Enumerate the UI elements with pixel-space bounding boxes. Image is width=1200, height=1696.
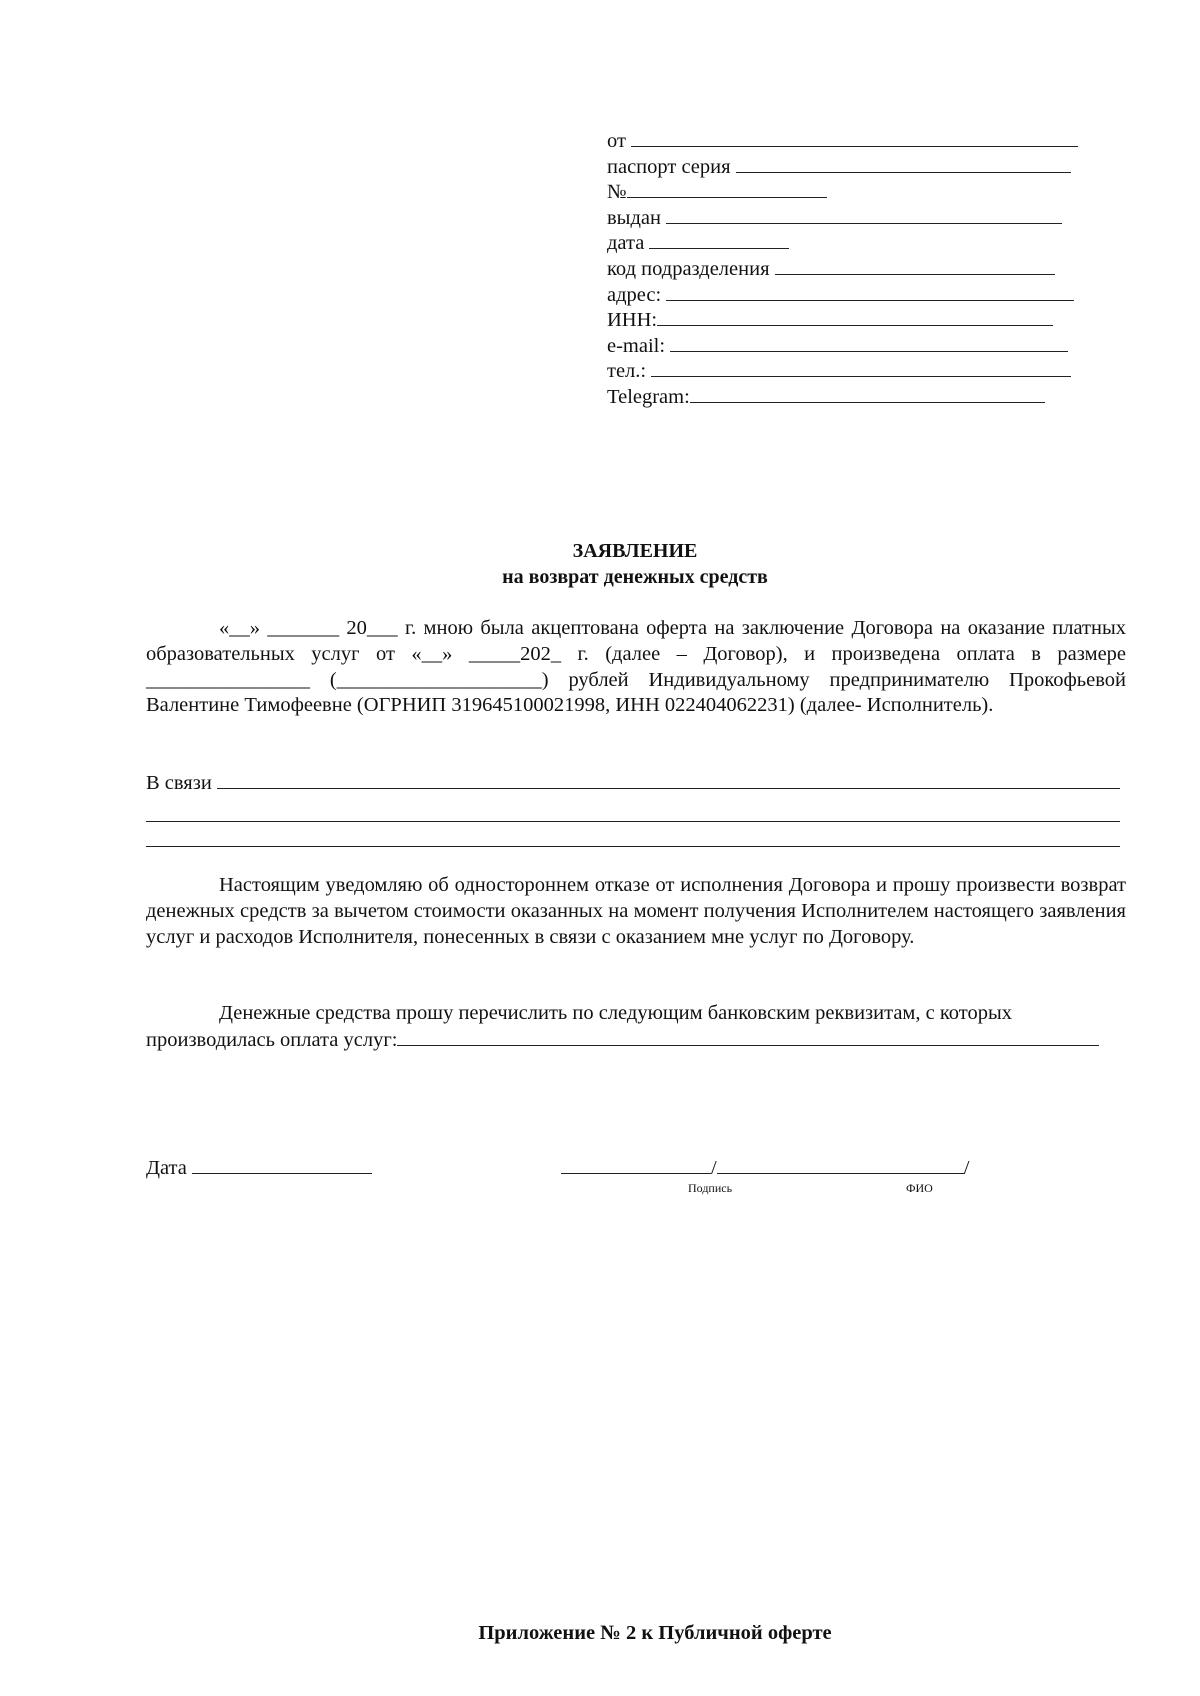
date-field xyxy=(146,1155,372,1180)
amount-words-blank[interactable]: (____________________) xyxy=(329,668,549,691)
reason-section xyxy=(146,770,1126,847)
amount-blank[interactable]: ________________ xyxy=(146,668,310,691)
document-title xyxy=(0,538,1200,590)
paragraph-text: г. мною была акцептована оферта на заключение Договора на оказание платных образовательных услуг от xyxy=(146,617,1126,665)
blank-line[interactable] xyxy=(666,205,1062,224)
blank-line[interactable] xyxy=(631,128,1078,147)
field-passport-series xyxy=(607,154,1127,180)
separator: / xyxy=(963,1157,970,1179)
blank-line[interactable] xyxy=(649,230,789,249)
field-label: тел.: xyxy=(607,360,647,383)
date-month-blank[interactable]: _______ xyxy=(267,617,340,639)
signature-blank[interactable] xyxy=(561,1155,711,1174)
reason-label: В связи xyxy=(146,772,212,794)
refusal-paragraph: Настоящим уведомляю об одностороннем отказе от исполнения Договора и прошу произвести возврат денежных средств за вычетом стоимости оказанных на момент получения Исполнителем настоящего заявления услуг и расходов Исполнителя, понесенных в связи с оказанием мне услуг по Договору. xyxy=(146,874,1126,948)
field-phone xyxy=(607,358,1127,384)
field-label: паспорт серия xyxy=(607,155,731,178)
field-label: Telegram: xyxy=(607,385,690,408)
date-label: Дата xyxy=(146,1157,187,1179)
blank-line[interactable] xyxy=(666,282,1074,301)
paragraph-text: рублей Индивидуальному предпринимателю Прокофьевой Валентине Тимофеевне (ОГРНИП 319645100021998, ИНН 022404062231) (далее- Исполнитель). xyxy=(146,668,1127,717)
reason-blank-line[interactable] xyxy=(146,822,1120,848)
field-from xyxy=(607,128,1127,154)
field-inn xyxy=(607,307,1127,333)
blank-line[interactable] xyxy=(657,307,1053,326)
field-label: ИНН: xyxy=(607,309,658,332)
field-department-code xyxy=(607,256,1127,282)
field-label: от xyxy=(607,130,626,152)
field-label: дата xyxy=(607,232,645,255)
field-address xyxy=(607,282,1127,308)
blank-line[interactable] xyxy=(627,179,827,198)
contract-day-blank[interactable]: «__» xyxy=(411,642,453,665)
date-day-blank[interactable]: «__» xyxy=(219,617,260,639)
bank-details-blank[interactable] xyxy=(397,1027,1099,1046)
field-label: e-mail: xyxy=(607,334,666,357)
paragraph-text: г. (далее – Договор), и произведена оплата в размере xyxy=(577,642,1127,665)
blank-line[interactable] xyxy=(651,358,1071,377)
name-caption: ФИО xyxy=(906,1181,933,1195)
field-label: адрес: xyxy=(607,283,662,306)
signature-caption: Подпись xyxy=(688,1181,733,1195)
blank-line[interactable] xyxy=(670,333,1068,352)
bank-details-paragraph xyxy=(146,1001,1126,1054)
paragraph-text: Денежные средства прошу перечислить по следующим банковским реквизитам, с которых производилась оплата услуг: xyxy=(146,1002,1012,1051)
field-issued-by xyxy=(607,205,1127,231)
field-telegram xyxy=(607,384,1127,410)
field-passport-number xyxy=(607,179,1127,205)
applicant-header xyxy=(607,128,1127,410)
blank-line[interactable] xyxy=(690,384,1045,403)
title-main: ЗАЯВЛЕНИЕ xyxy=(572,540,698,562)
reason-blank-line[interactable] xyxy=(217,770,1120,789)
field-label: код подразделения xyxy=(607,257,770,280)
signature-field xyxy=(561,1155,969,1180)
field-label: выдан xyxy=(607,206,661,229)
date-year-blank[interactable]: 20___ xyxy=(346,617,398,639)
field-label: № xyxy=(607,181,627,204)
appendix-footer: Приложение № 2 к Публичной оферте xyxy=(478,1622,832,1644)
field-email xyxy=(607,333,1127,359)
date-blank[interactable] xyxy=(192,1155,372,1174)
contract-year-blank[interactable]: _____202_ xyxy=(468,642,562,665)
payment-paragraph xyxy=(146,616,1126,719)
name-blank[interactable] xyxy=(717,1155,964,1174)
separator: / xyxy=(711,1157,717,1179)
field-issue-date xyxy=(607,230,1127,256)
blank-line[interactable] xyxy=(736,154,1071,173)
blank-line[interactable] xyxy=(775,256,1055,275)
reason-blank-line[interactable] xyxy=(146,796,1120,822)
title-subtitle: на возврат денежных средств xyxy=(502,566,768,588)
